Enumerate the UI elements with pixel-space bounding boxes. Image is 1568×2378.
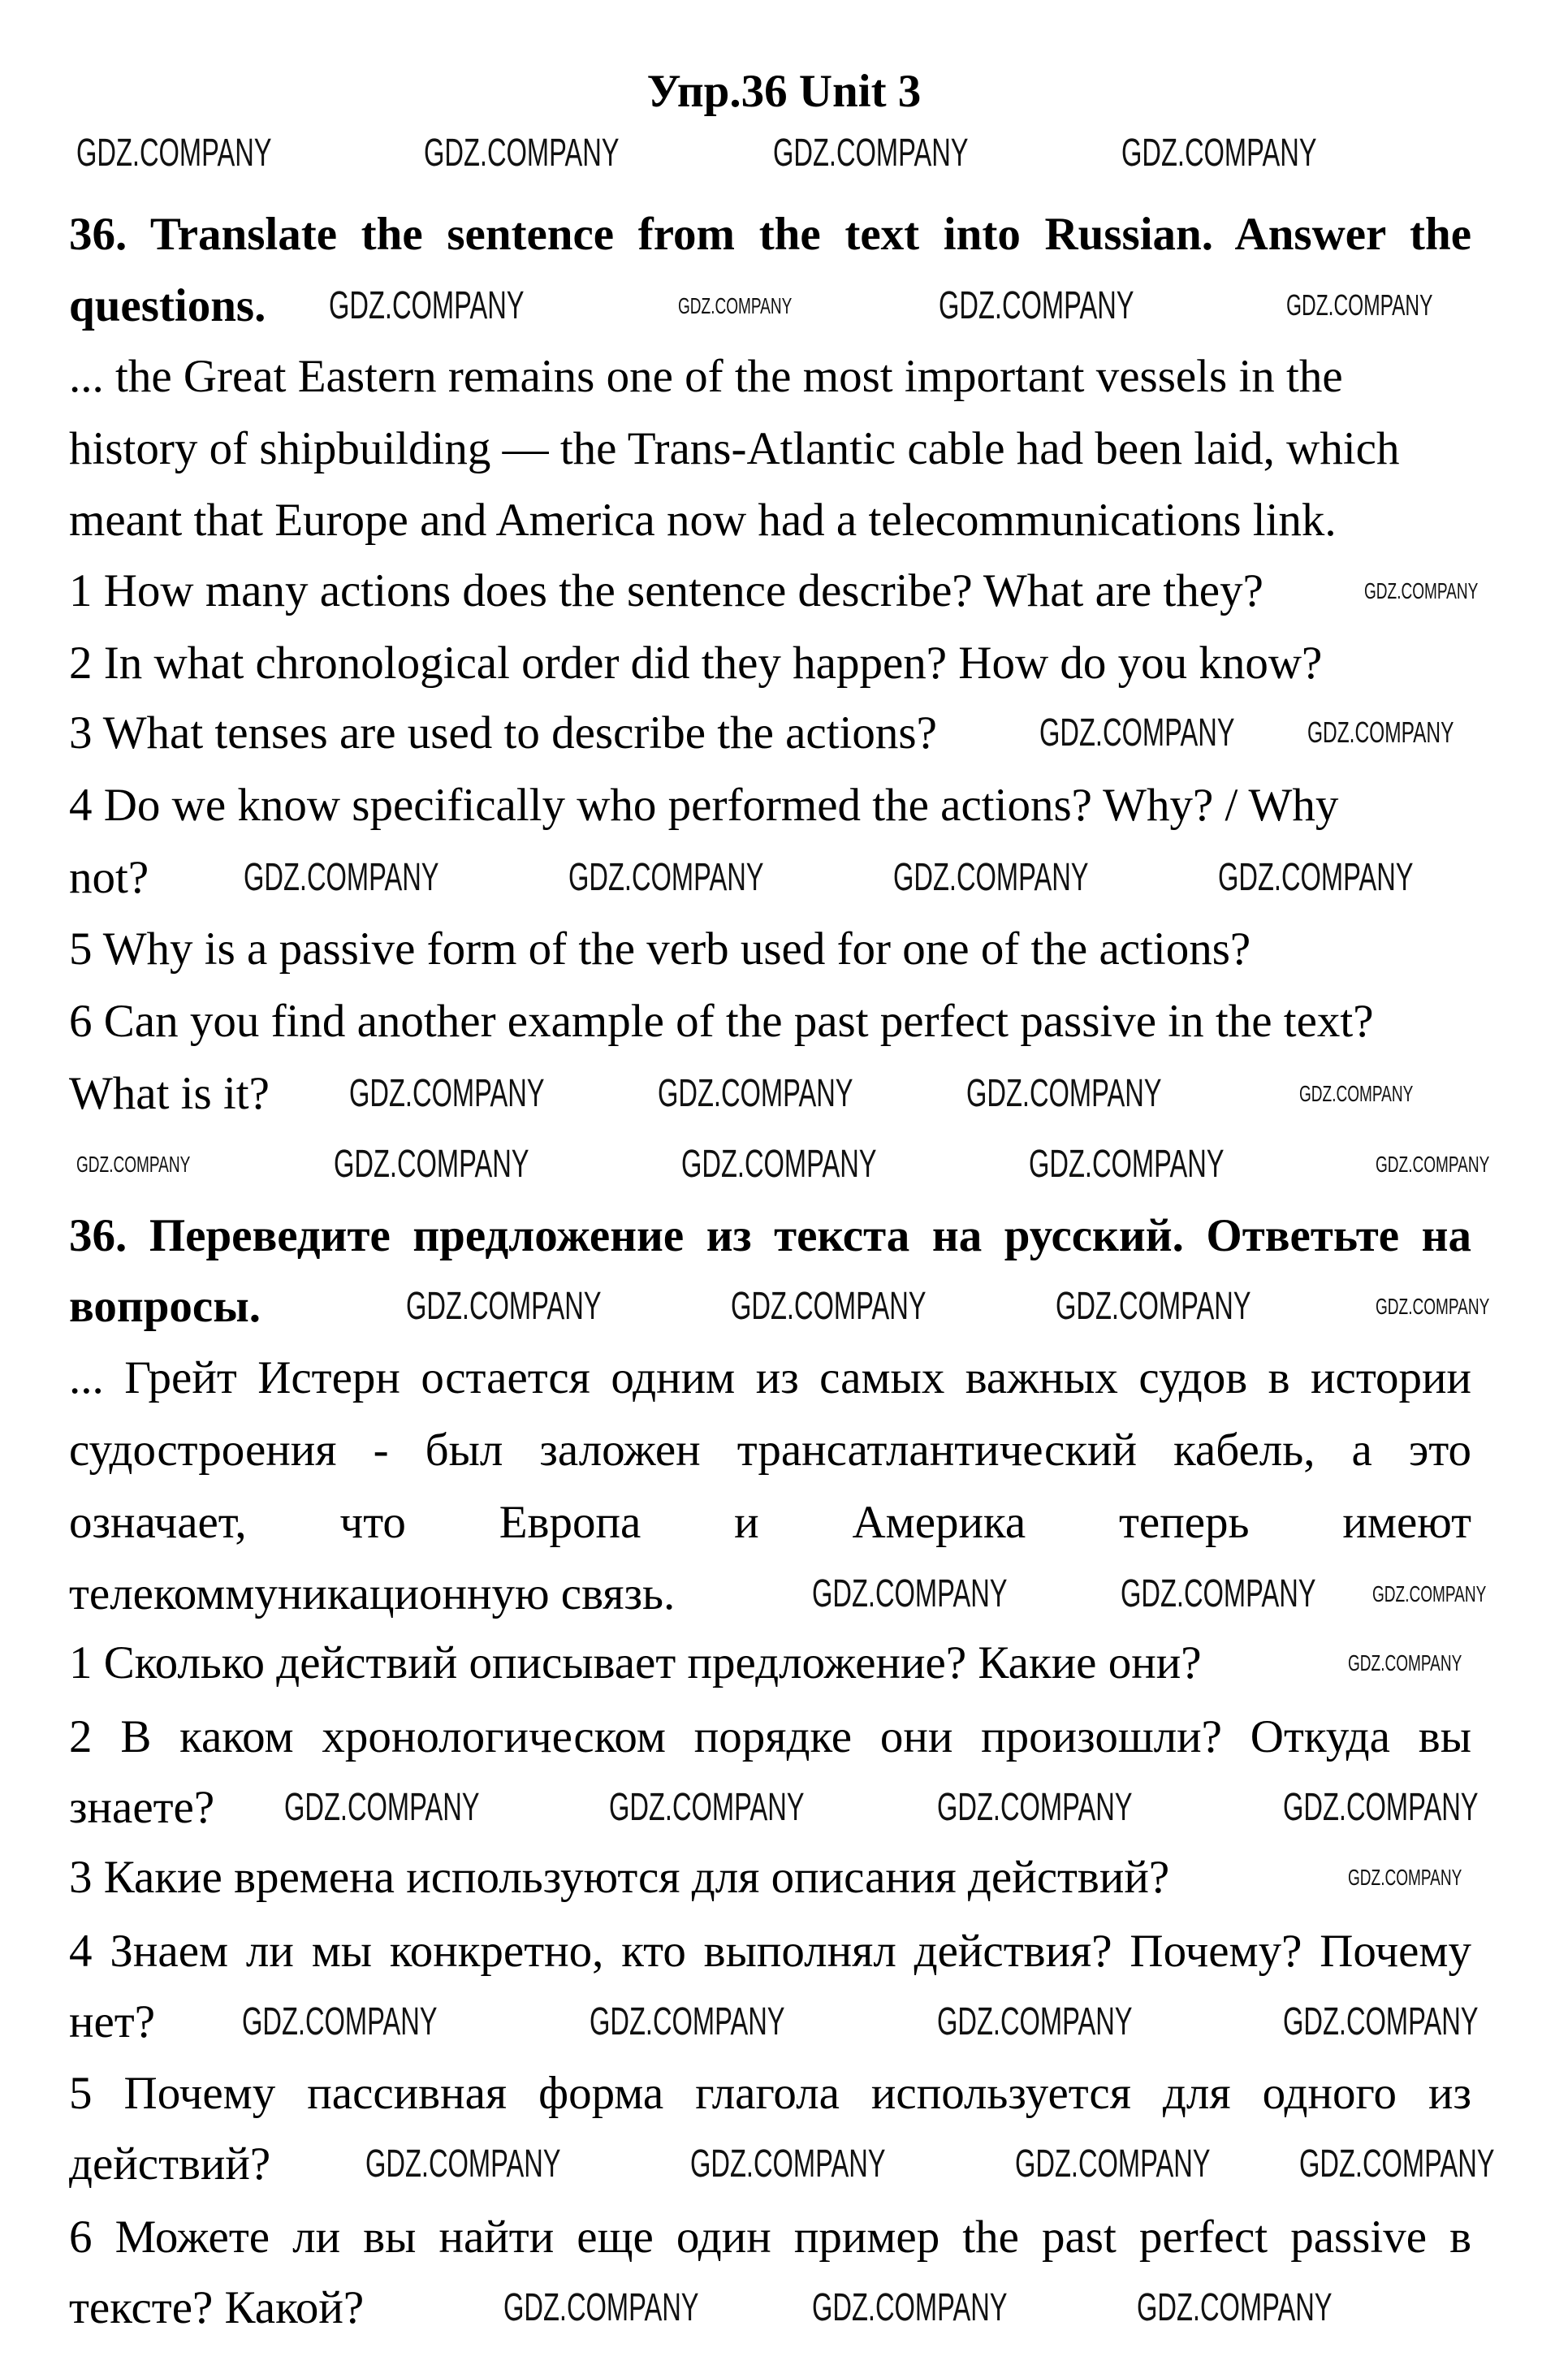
watermark: GDZ.COMPANY xyxy=(503,2286,699,2329)
watermark: GDZ.COMPANY xyxy=(937,2000,1133,2043)
watermark: GDZ.COMPANY xyxy=(329,284,525,327)
russian-question: 4 Знаем ли мы конкретно, кто выполнял действия? Почему? Почему xyxy=(69,1926,1471,1977)
russian-question: 6 Можете ли вы найти еще один пример the past perfect passive в xyxy=(69,2212,1471,2263)
watermark: GDZ.COMPANY xyxy=(1299,2142,1495,2186)
watermark: GDZ.COMPANY xyxy=(1372,1581,1487,1606)
english-question: 2 In what chronological order did they happen? How do you know? xyxy=(69,638,1323,689)
watermark: GDZ.COMPANY xyxy=(284,1786,480,1829)
watermark: GDZ.COMPANY xyxy=(966,1072,1162,1115)
english-question: 5 Why is a passive form of the verb used for one of the actions? xyxy=(69,923,1251,975)
russian-passage: телекоммуникационную связь. xyxy=(69,1568,676,1619)
english-heading: 36. Translate the sentence from the text into Russian. Answer the xyxy=(69,209,1471,260)
russian-passage: ... Грейт Истерн остается одним из самых важных судов в истории xyxy=(69,1352,1471,1403)
watermark: GDZ.COMPANY xyxy=(773,132,969,175)
watermark: GDZ.COMPANY xyxy=(1137,2286,1333,2329)
watermark: GDZ.COMPANY xyxy=(1039,711,1235,754)
watermark: GDZ.COMPANY xyxy=(1348,1650,1462,1675)
watermark: GDZ.COMPANY xyxy=(1056,1285,1251,1328)
watermark: GDZ.COMPANY xyxy=(1283,1786,1479,1829)
russian-question: 1 Сколько действий описывает предложение? Какие они? xyxy=(69,1637,1202,1688)
watermark: GDZ.COMPANY xyxy=(1299,1081,1414,1106)
watermark: GDZ.COMPANY xyxy=(812,2286,1008,2329)
russian-passage: судостроения - был заложен трансатлантический кабель, а это xyxy=(69,1425,1471,1476)
watermark: GDZ.COMPANY xyxy=(242,2000,438,2043)
english-heading: questions. xyxy=(69,280,266,331)
russian-question: нет? xyxy=(69,1996,156,2047)
watermark: GDZ.COMPANY xyxy=(424,132,620,175)
watermark: GDZ.COMPANY xyxy=(1015,2142,1211,2186)
english-question: 1 How many actions does the sentence describe? What are they? xyxy=(69,565,1263,616)
russian-heading: 36. Переведите предложение из текста на русский. Ответьте на xyxy=(69,1210,1471,1261)
watermark: GDZ.COMPANY xyxy=(678,293,793,318)
watermark: GDZ.COMPANY xyxy=(1121,132,1317,175)
watermark: GDZ.COMPANY xyxy=(76,132,272,175)
english-question: 3 What tenses are used to describe the actions? xyxy=(69,707,937,759)
page-title: Упр.36 Unit 3 xyxy=(646,66,922,117)
russian-question: тексте? Какой? xyxy=(69,2282,365,2333)
watermark: GDZ.COMPANY xyxy=(1348,1865,1462,1890)
watermark: GDZ.COMPANY xyxy=(893,856,1089,899)
english-question: 6 Can you find another example of the past perfect passive in the text? xyxy=(69,996,1374,1047)
watermark: GDZ.COMPANY xyxy=(406,1285,602,1328)
watermark: GDZ.COMPANY xyxy=(1121,1572,1316,1615)
english-question: not? xyxy=(69,852,149,903)
watermark: GDZ.COMPANY xyxy=(939,284,1134,327)
watermark: GDZ.COMPANY xyxy=(365,2142,561,2186)
watermark: GDZ.COMPANY xyxy=(1286,288,1433,322)
watermark: GDZ.COMPANY xyxy=(812,1572,1008,1615)
watermark: GDZ.COMPANY xyxy=(1307,716,1454,749)
watermark: GDZ.COMPANY xyxy=(76,1152,191,1177)
russian-question: 2 В каком хронологическом порядке они произошли? Откуда вы xyxy=(69,1711,1471,1762)
watermark: GDZ.COMPANY xyxy=(334,1143,529,1186)
watermark: GDZ.COMPANY xyxy=(1364,578,1479,603)
russian-passage: означает, что Европа и Америка теперь имеют xyxy=(69,1497,1471,1548)
watermark: GDZ.COMPANY xyxy=(681,1143,877,1186)
russian-question: 3 Какие времена используются для описания действий? xyxy=(69,1852,1170,1903)
watermark: GDZ.COMPANY xyxy=(349,1072,545,1115)
russian-question: 5 Почему пассивная форма глагола используется для одного из xyxy=(69,2068,1471,2119)
english-passage: ... the Great Eastern remains one of the most important vessels in the xyxy=(69,351,1343,402)
watermark: GDZ.COMPANY xyxy=(1283,2000,1479,2043)
english-passage: meant that Europe and America now had a telecommunications link. xyxy=(69,495,1337,546)
watermark: GDZ.COMPANY xyxy=(1376,1294,1490,1319)
russian-question: знаете? xyxy=(69,1782,215,1833)
russian-question: действий? xyxy=(69,2138,271,2190)
russian-heading: вопросы. xyxy=(69,1281,261,1332)
watermark: GDZ.COMPANY xyxy=(937,1786,1133,1829)
watermark: GDZ.COMPANY xyxy=(1029,1143,1225,1186)
watermark: GDZ.COMPANY xyxy=(1218,856,1414,899)
watermark: GDZ.COMPANY xyxy=(731,1285,927,1328)
watermark: GDZ.COMPANY xyxy=(1376,1152,1490,1177)
english-question: 4 Do we know specifically who performed the actions? Why? / Why xyxy=(69,780,1339,831)
watermark: GDZ.COMPANY xyxy=(590,2000,785,2043)
watermark: GDZ.COMPANY xyxy=(690,2142,886,2186)
watermark: GDZ.COMPANY xyxy=(609,1786,805,1829)
watermark: GDZ.COMPANY xyxy=(244,856,439,899)
watermark: GDZ.COMPANY xyxy=(658,1072,853,1115)
watermark: GDZ.COMPANY xyxy=(568,856,764,899)
english-question: What is it? xyxy=(69,1068,270,1119)
english-passage: history of shipbuilding — the Trans-Atlantic cable had been laid, which xyxy=(69,423,1400,474)
